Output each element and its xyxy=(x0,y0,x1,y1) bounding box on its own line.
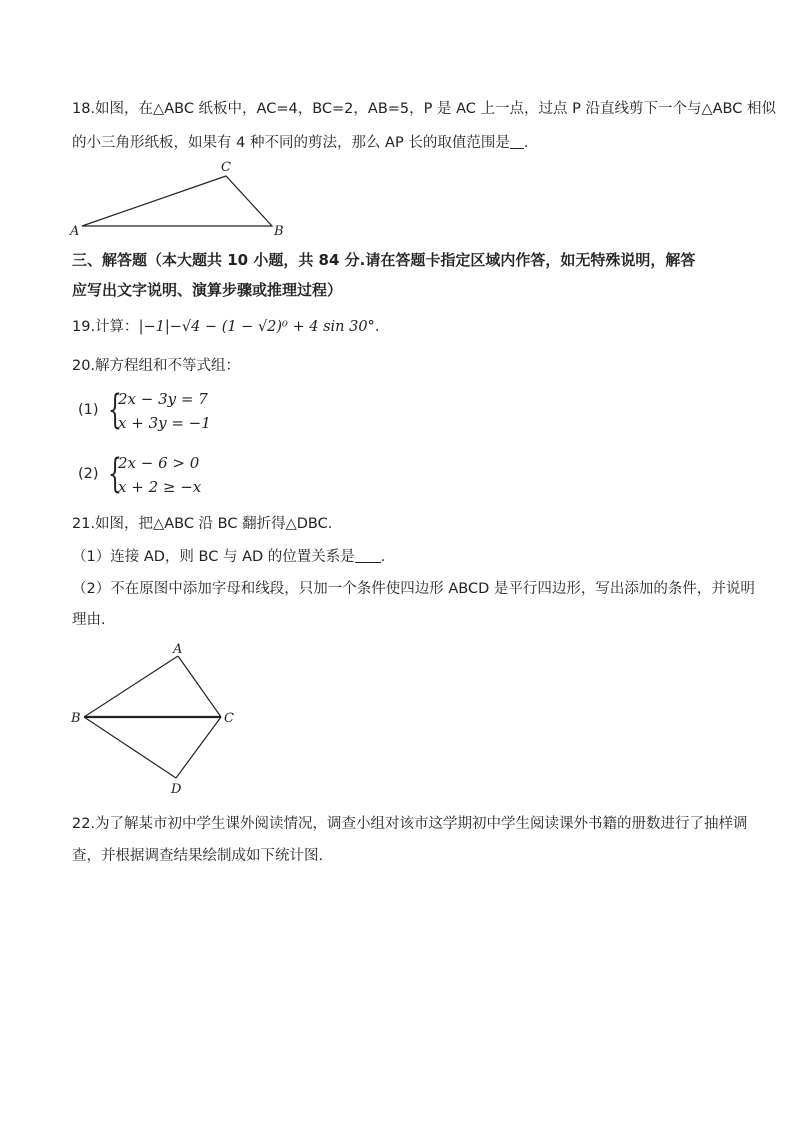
q18-line1: 18.如图，在△ABC 纸板中，AC=4，BC=2，AB=5，P 是 AC 上一点，过点 P 沿直线剪下一个与△ABC 相似 xyxy=(72,101,776,117)
label-b: B xyxy=(274,224,284,239)
q21-part1 xyxy=(72,547,385,567)
segment-ac xyxy=(178,656,221,717)
q20-part1-label: (1) xyxy=(78,402,99,418)
q19-prefix: 19.计算： xyxy=(72,319,139,335)
answer-blank xyxy=(355,548,381,563)
q20-part1-eq1: 2x − 3y = 7 xyxy=(118,390,208,408)
q18-line2-text: 的小三角形纸板，如果有 4 种不同的剪法，那么 AP 长的取值范围是 xyxy=(72,135,510,151)
q22-line1: 22.为了解某市初中学生课外阅读情况，调查小组对该市这学期初中学生阅读课外书籍的册数进行了抽样调 xyxy=(72,816,748,832)
brace-icon: { xyxy=(108,387,122,433)
q21-quadrilateral-figure xyxy=(66,640,256,800)
q21-part1-end: . xyxy=(380,549,386,565)
q18-line2-end: . xyxy=(523,135,529,151)
q21-stem: 21.如图，把△ABC 沿 BC 翻折得△DBC. xyxy=(72,516,333,532)
label-b: B xyxy=(71,711,81,726)
q20-part2-label: (2) xyxy=(78,466,99,482)
q20-part1-eq2: x + 3y = −1 xyxy=(118,414,211,432)
q19-line xyxy=(72,317,379,337)
segment-ba xyxy=(84,656,178,717)
q20-part2-eq2: x + 2 ≥ −x xyxy=(118,478,202,496)
label-a: A xyxy=(173,642,183,657)
q20-part2-eq1: 2x − 6 > 0 xyxy=(118,454,200,472)
segment-bd xyxy=(84,717,176,778)
answer-blank xyxy=(510,134,524,149)
segment-dc xyxy=(176,717,221,778)
label-d: D xyxy=(171,782,182,797)
q22-line2: 查，并根据调查结果绘制成如下统计图. xyxy=(72,848,324,864)
label-a: A xyxy=(70,224,80,239)
q18-triangle-figure xyxy=(66,156,296,240)
q19-suffix: . xyxy=(374,319,380,335)
brace-icon: { xyxy=(108,451,122,497)
section3-heading-line2: 应写出文字说明、演算步骤或推理过程） xyxy=(72,281,343,299)
q21-part2-line1: （2）不在原图中添加字母和线段，只加一个条件使四边形 ABCD 是平行四边形，写出添加的条件，并说明 xyxy=(72,581,755,597)
triangle-abc xyxy=(82,176,272,226)
q20-stem: 20.解方程组和不等式组： xyxy=(72,358,241,374)
label-c: C xyxy=(224,711,234,726)
label-c: C xyxy=(221,160,231,175)
q21-part2-line2: 理由. xyxy=(72,612,106,628)
section3-heading-line1: 三、解答题（本大题共 10 小题，共 84 分.请在答题卡指定区域内作答，如无特殊说明，解答 xyxy=(72,251,696,269)
q18-line2 xyxy=(72,133,528,153)
q19-expression: |−1|−√4 − (1 − √2)⁰ + 4 sin 30° xyxy=(138,319,375,335)
q21-part1-text: （1）连接 AD，则 BC 与 AD 的位置关系是 xyxy=(72,549,355,565)
